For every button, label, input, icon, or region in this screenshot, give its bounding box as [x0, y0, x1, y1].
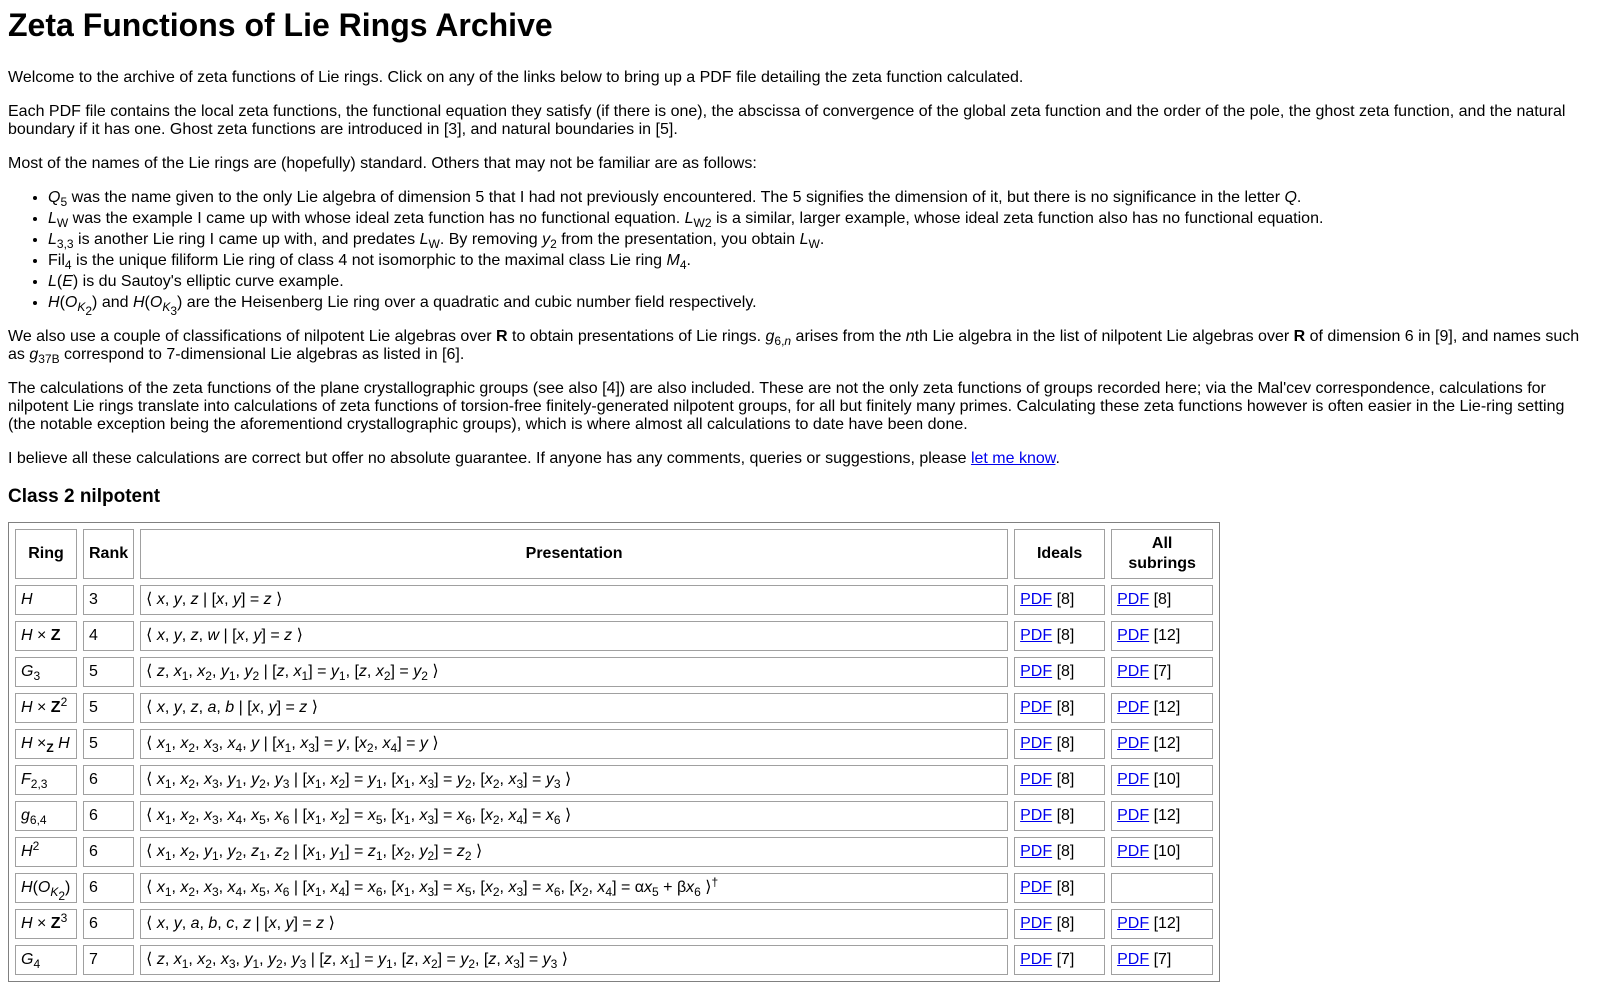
list-item: • $L_W$ was the example I came up with whose ideal zeta function has no functional equation. $L_{W2}$ is a similar, larger example, whose ideal zeta function also has no functional equation.	[48, 210, 1592, 228]
ring-cell: $H \times Z^2$	[15, 693, 77, 723]
page-title: Zeta Functions of Lie Rings Archive	[8, 7, 553, 43]
ideals-cell: PDF [8]	[1014, 657, 1105, 687]
table-header-row	[15, 529, 1213, 579]
presentation-cell: ⟨ x, y, z, w | [x, y] = z ⟩	[140, 621, 1008, 651]
subrings-cell: PDF [12]	[1111, 621, 1213, 651]
table-row	[15, 693, 1213, 723]
subrings-pdf-link[interactable]: PDF	[1117, 915, 1150, 932]
ideals-cell: PDF [8]	[1014, 621, 1105, 651]
presentation-cell: ⟨ z, $x_1$, $x_2$, $y_1$, $y_2$ | [z, $x_1] = y_1$, [z, $x_2] = y_2$ ⟩	[140, 657, 1008, 687]
table-row	[15, 909, 1213, 939]
ring-cell: $G_4$	[15, 945, 77, 975]
ideals-pdf-link[interactable]: PDF	[1020, 771, 1053, 788]
list-item: • $Q_5$ was the name given to the only Lie algebra of dimension 5 that I had not previously encountered. The 5 signifies the dimension of it, but there is no significance in the letter Q.	[48, 189, 1592, 207]
list-item: • Fil$_4$ is the unique filiform Lie ring of class 4 not isomorphic to the maximal class Lie ring $M_4$.	[48, 252, 1592, 270]
ideals-pdf-link[interactable]: PDF	[1020, 915, 1053, 932]
ideals-cell: PDF [8]	[1014, 729, 1105, 759]
subrings-cell: PDF [12]	[1111, 801, 1213, 831]
subrings-pdf-link[interactable]: PDF	[1117, 591, 1150, 608]
ring-cell: $G_3$	[15, 657, 77, 687]
header-all-subrings: All subrings	[1111, 529, 1213, 579]
ring-cell: $g_{6,4}$	[15, 801, 77, 831]
ideals-pdf-link[interactable]: PDF	[1020, 627, 1053, 644]
ideals-pdf-link[interactable]: PDF	[1020, 699, 1053, 716]
ideals-cell: PDF [8]	[1014, 765, 1105, 795]
list-item: • L(E) is du Sautoy's elliptic curve example.	[48, 273, 1592, 291]
rank-cell: 3	[83, 585, 134, 615]
subrings-cell: PDF [10]	[1111, 765, 1213, 795]
rank-cell: 5	[83, 657, 134, 687]
ideals-pdf-link[interactable]: PDF	[1020, 663, 1053, 680]
ring-cell: H × Z	[15, 621, 77, 651]
subrings-cell: PDF [8]	[1111, 585, 1213, 615]
rank-cell: 6	[83, 909, 134, 939]
ideals-cell: PDF [8]	[1014, 837, 1105, 867]
rank-cell: 6	[83, 837, 134, 867]
table-row	[15, 873, 1213, 903]
crystallographic-paragraph: The calculations of the zeta functions of the plane crystallographic groups (see also [4]) are also included. These are not the only zeta functions of groups recorded here; via the Mal'cev correspondence, calculations for nilpotent Lie rings translate into calculations of zeta functions of torsion-free finitely-generated nilpotent groups, for all but finitely many primes. Calculating these zeta functions however is often easier in the Lie-ring setting (the notable exception being the aforementiond crystallographic groups), which is where almost all calculations to date have been done.	[8, 380, 1565, 433]
subrings-pdf-link[interactable]: PDF	[1117, 627, 1150, 644]
presentation-cell: ⟨ $x_1$, $x_2$, $y_1$, $y_2$, $z_1$, $z_2$ | [$x_1$, $y_1] = z_1$, [$x_2$, $y_2] = z_2$ ⟩	[140, 837, 1008, 867]
subrings-pdf-link[interactable]: PDF	[1117, 843, 1150, 860]
intro-each-pdf: Each PDF file contains the local zeta functions, the functional equation they satisfy (if there is one), the abscissa of convergence of the global zeta function and the order of the pole, the ghost zeta function, and the natural boundary if it has one. Ghost zeta functions are introduced in [3], and natural boundaries in [5].	[8, 103, 1566, 138]
subrings-cell: PDF [7]	[1111, 657, 1213, 687]
presentation-cell: ⟨ x, y, z, a, b | [x, y] = z ⟩	[140, 693, 1008, 723]
table-row	[15, 837, 1213, 867]
presentation-cell: ⟨ x, y, a, b, c, z | [x, y] = z ⟩	[140, 909, 1008, 939]
ideals-pdf-link[interactable]: PDF	[1020, 591, 1053, 608]
header-ideals: Ideals	[1014, 529, 1105, 579]
table-row	[15, 801, 1213, 831]
ring-cell: H	[15, 585, 77, 615]
subrings-pdf-link[interactable]: PDF	[1117, 663, 1150, 680]
intro-most-names: Most of the names of the Lie rings are (hopefully) standard. Others that may not be familiar are as follows:	[8, 155, 757, 172]
table-row	[15, 657, 1213, 687]
presentation-cell: ⟨ $x_1$, $x_2$, $x_3$, $x_4$, $x_5$, $x_6$ | [$x_1$, $x_2] = x_5$, [$x_1$, $x_3] = x_6$, [$x_2$, $x_4] = x_6$ ⟩	[140, 801, 1008, 831]
subrings-cell: PDF [12]	[1111, 729, 1213, 759]
page	[0, 5, 1600, 982]
ideals-cell: PDF [8]	[1014, 873, 1105, 903]
subrings-pdf-link[interactable]: PDF	[1117, 699, 1150, 716]
ideals-pdf-link[interactable]: PDF	[1020, 951, 1053, 968]
ideals-pdf-link[interactable]: PDF	[1020, 843, 1053, 860]
rank-cell: 5	[83, 729, 134, 759]
subrings-pdf-link[interactable]: PDF	[1117, 771, 1150, 788]
section-title: Class 2 nilpotent	[8, 486, 161, 507]
presentation-cell: ⟨ $x_1$, $x_2$, $x_3$, $x_4$, y | [$x_1$, $x_3] = y$, [$x_2$, $x_4] = y$ ⟩	[140, 729, 1008, 759]
presentation-cell: ⟨ $x_1$, $x_2$, $x_3$, $x_4$, $x_5$, $x_6$ | [$x_1$, $x_4] = x_6$, [$x_1$, $x_3] = x_5$, [$x_2$, $x_3] = x_6$, [$x_2$, $x_4] = \alpha x_5 + \beta x_6$ ⟩†	[140, 873, 1008, 903]
ideals-cell: PDF [8]	[1014, 693, 1105, 723]
subrings-cell: PDF [7]	[1111, 945, 1213, 975]
table-row	[15, 765, 1213, 795]
rank-cell: 5	[83, 693, 134, 723]
table-row	[15, 621, 1213, 651]
intro-welcome: Welcome to the archive of zeta functions of Lie rings. Click on any of the links below to bring up a PDF file detailing the zeta function calculated.	[8, 69, 1024, 86]
rank-cell: 7	[83, 945, 134, 975]
classification-paragraph: We also use a couple of classifications of nilpotent Lie algebras over R to obtain presentations of Lie rings. $g_{6,n}$ arises from the nth Lie algebra in the list of nilpotent Lie algebras over R of dimension 6 in [9], and names such as $g_{37B}$ correspond to 7-dimensional Lie algebras as listed in [6].	[8, 328, 1580, 366]
list-item: • $H(O_{K_2})$ and $H(O_{K_3})$ are the Heisenberg Lie ring over a quadratic and cubic number field respectively.	[48, 294, 1592, 312]
rank-cell: 6	[83, 801, 134, 831]
ideals-pdf-link[interactable]: PDF	[1020, 735, 1053, 752]
table-row	[15, 945, 1213, 975]
ring-cell: $H \times Z^3$	[15, 909, 77, 939]
subrings-pdf-link[interactable]: PDF	[1117, 951, 1150, 968]
ideals-pdf-link[interactable]: PDF	[1020, 879, 1053, 896]
ideals-cell: PDF [8]	[1014, 801, 1105, 831]
header-ring: Ring	[15, 529, 77, 579]
presentation-cell: ⟨ $x_1$, $x_2$, $x_3$, $y_1$, $y_2$, $y_3$ | [$x_1$, $x_2] = y_1$, [$x_1$, $x_3] = y_2$, [$x_2$, $x_3] = y_3$ ⟩	[140, 765, 1008, 795]
subrings-cell: PDF [12]	[1111, 693, 1213, 723]
header-rank: Rank	[83, 529, 134, 579]
ring-cell: $H(O_{K_2})$	[15, 873, 77, 903]
table-row	[15, 729, 1213, 759]
table-row	[15, 585, 1213, 615]
subrings-cell: PDF [10]	[1111, 837, 1213, 867]
contact-link[interactable]: let me know	[970, 450, 1056, 467]
disclaimer-paragraph: I believe all these calculations are correct but offer no absolute guarantee. If anyone has any comments, queries or suggestions, please let me know.	[8, 450, 1060, 467]
ideals-cell: PDF [8]	[1014, 909, 1105, 939]
list-item: • $L_{3,3}$ is another Lie ring I came up with, and predates $L_W$. By removing $y_2$ from the presentation, you obtain $L_W$.	[48, 231, 1592, 249]
header-presentation: Presentation	[140, 529, 1008, 579]
ring-cell: $H^2$	[15, 837, 77, 867]
subrings-pdf-link[interactable]: PDF	[1117, 807, 1150, 824]
name-list	[8, 189, 1592, 318]
ring-cell: $H \times_Z$ H	[15, 729, 77, 759]
subrings-cell: PDF [12]	[1111, 909, 1213, 939]
rank-cell: 6	[83, 873, 134, 903]
rank-cell: 4	[83, 621, 134, 651]
rings-table	[8, 522, 1220, 982]
ideals-pdf-link[interactable]: PDF	[1020, 807, 1053, 824]
subrings-cell	[1111, 873, 1213, 903]
rank-cell: 6	[83, 765, 134, 795]
ideals-cell: PDF [7]	[1014, 945, 1105, 975]
ring-cell: $F_{2,3}$	[15, 765, 77, 795]
ideals-cell: PDF [8]	[1014, 585, 1105, 615]
presentation-cell: ⟨ x, y, z | [x, y] = z ⟩	[140, 585, 1008, 615]
subrings-pdf-link[interactable]: PDF	[1117, 735, 1150, 752]
presentation-cell: ⟨ z, $x_1$, $x_2$, $x_3$, $y_1$, $y_2$, $y_3$ | [z, $x_1] = y_1$, [z, $x_2] = y_2$, [z, $x_3] = y_3$ ⟩	[140, 945, 1008, 975]
